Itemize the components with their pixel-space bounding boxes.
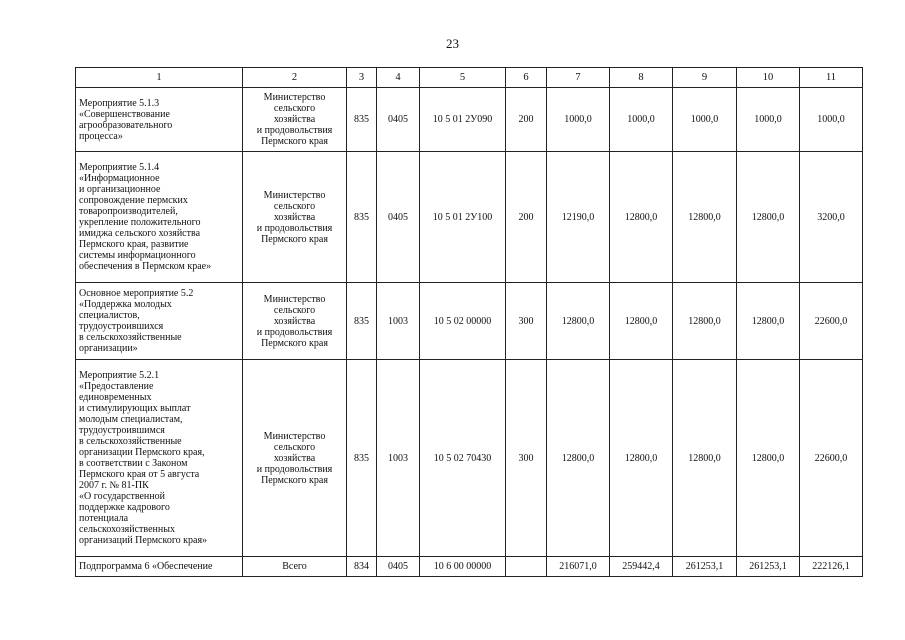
executor-cell: Министерство сельского хозяйства и продовольствия Пермского края bbox=[243, 360, 347, 557]
table-cell: 200 bbox=[506, 152, 547, 283]
executor-cell: Министерство сельского хозяйства и продовольствия Пермского края bbox=[243, 152, 347, 283]
table-cell: 300 bbox=[506, 360, 547, 557]
table-cell: 22600,0 bbox=[800, 283, 863, 360]
table-row bbox=[76, 557, 863, 577]
activity-name-cell: Мероприятие 5.1.3 «Совершенствование агрообразовательного процесса» bbox=[76, 88, 243, 152]
column-header: 2 bbox=[243, 68, 347, 88]
table-cell: 0405 bbox=[377, 88, 420, 152]
column-header: 4 bbox=[377, 68, 420, 88]
executor-cell: Министерство сельского хозяйства и продовольствия Пермского края bbox=[243, 283, 347, 360]
column-header: 9 bbox=[673, 68, 737, 88]
table-cell: 12800,0 bbox=[673, 360, 737, 557]
table-cell: 12800,0 bbox=[737, 283, 800, 360]
budget-table bbox=[75, 67, 863, 577]
executor-cell: Всего bbox=[243, 557, 347, 577]
table-row bbox=[76, 360, 863, 557]
table-cell: 0405 bbox=[377, 557, 420, 577]
table-cell: 835 bbox=[347, 152, 377, 283]
table-cell: 10 5 02 00000 bbox=[420, 283, 506, 360]
column-header: 1 bbox=[76, 68, 243, 88]
table-row bbox=[76, 88, 863, 152]
table-cell: 12800,0 bbox=[610, 283, 673, 360]
table-cell: 835 bbox=[347, 88, 377, 152]
column-header: 10 bbox=[737, 68, 800, 88]
table-cell: 12800,0 bbox=[547, 360, 610, 557]
activity-name-cell: Основное мероприятие 5.2 «Поддержка молодых специалистов, трудоустроившихся в сельскохозяйственные организации» bbox=[76, 283, 243, 360]
table-row bbox=[76, 152, 863, 283]
activity-name-cell: Подпрограмма 6 «Обеспечение bbox=[76, 557, 243, 577]
column-header: 8 bbox=[610, 68, 673, 88]
table-cell: 300 bbox=[506, 283, 547, 360]
table-cell: 835 bbox=[347, 360, 377, 557]
table-cell: 12800,0 bbox=[737, 152, 800, 283]
page-number: 23 bbox=[446, 36, 459, 51]
table-cell: 1000,0 bbox=[610, 88, 673, 152]
table-cell: 1003 bbox=[377, 283, 420, 360]
column-header: 6 bbox=[506, 68, 547, 88]
table-cell: 22600,0 bbox=[800, 360, 863, 557]
table-cell: 0405 bbox=[377, 152, 420, 283]
column-header: 11 bbox=[800, 68, 863, 88]
table-cell: 12190,0 bbox=[547, 152, 610, 283]
table-cell: 222126,1 bbox=[800, 557, 863, 577]
activity-name-cell: Мероприятие 5.1.4 «Информационное и организационное сопровождение пермских товаропроизводителей, укрепление положительного имиджа сельского хозяйства Пермского края, развитие системы информационного обеспечения в Пермском крае» bbox=[76, 152, 243, 283]
table-cell: 10 5 02 70430 bbox=[420, 360, 506, 557]
table-cell: 10 5 01 2У100 bbox=[420, 152, 506, 283]
table-cell: 3200,0 bbox=[800, 152, 863, 283]
table-cell: 261253,1 bbox=[673, 557, 737, 577]
table-cell: 12800,0 bbox=[737, 360, 800, 557]
table-row bbox=[76, 283, 863, 360]
table-cell: 1000,0 bbox=[547, 88, 610, 152]
table-cell: 12800,0 bbox=[673, 152, 737, 283]
table-cell: 10 5 01 2У090 bbox=[420, 88, 506, 152]
table-cell: 12800,0 bbox=[610, 152, 673, 283]
activity-name-cell: Мероприятие 5.2.1 «Предоставление единовременных и стимулирующих выплат молодым специалистам, трудоустроившимся в сельскохозяйственные организации Пермского края, в соответствии с Законом Пермского края от 5 августа 2007 г. № 81-ПК «О государственной поддержке кадрового потенциала сельскохозяйственных организаций Пермского края» bbox=[76, 360, 243, 557]
table-cell: 261253,1 bbox=[737, 557, 800, 577]
table-cell: 259442,4 bbox=[610, 557, 673, 577]
column-header: 5 bbox=[420, 68, 506, 88]
table-cell: 1000,0 bbox=[800, 88, 863, 152]
table-cell: 1000,0 bbox=[737, 88, 800, 152]
column-header: 7 bbox=[547, 68, 610, 88]
table-cell: 216071,0 bbox=[547, 557, 610, 577]
header-row bbox=[76, 68, 863, 88]
column-header: 3 bbox=[347, 68, 377, 88]
table-cell: 200 bbox=[506, 88, 547, 152]
table-cell: 835 bbox=[347, 283, 377, 360]
table-cell: 12800,0 bbox=[673, 283, 737, 360]
table-cell: 1003 bbox=[377, 360, 420, 557]
table-cell: 10 6 00 00000 bbox=[420, 557, 506, 577]
executor-cell: Министерство сельского хозяйства и продовольствия Пермского края bbox=[243, 88, 347, 152]
table-cell bbox=[506, 557, 547, 577]
table-cell: 1000,0 bbox=[673, 88, 737, 152]
table-cell: 12800,0 bbox=[610, 360, 673, 557]
table-cell: 12800,0 bbox=[547, 283, 610, 360]
table-cell: 834 bbox=[347, 557, 377, 577]
